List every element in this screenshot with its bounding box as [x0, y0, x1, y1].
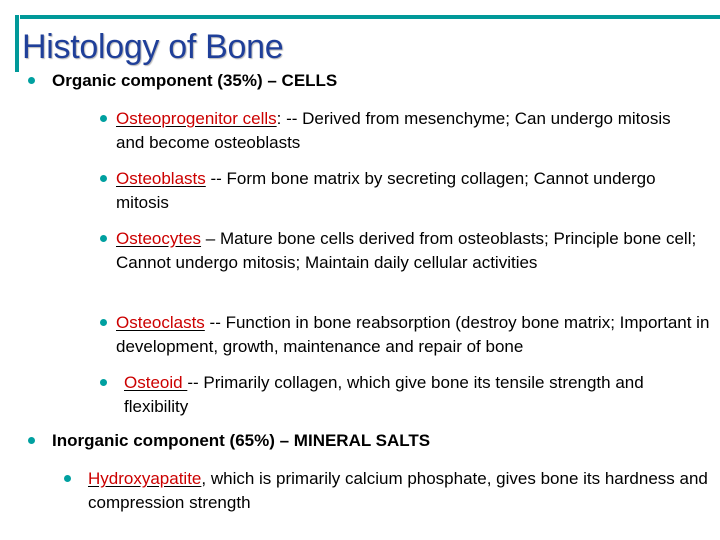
hydroxyapatite-item — [64, 467, 709, 515]
bullet-icon — [100, 235, 107, 242]
osteoid-sep: -- — [187, 373, 204, 392]
bullet-icon — [100, 175, 107, 182]
osteoprogenitor-desc: Derived from mesenchyme; Can undergo mitosis and become osteoblasts — [116, 109, 671, 152]
osteoblasts-desc: Form bone matrix by secreting collagen; Cannot undergo mitosis — [116, 169, 656, 212]
osteocytes-item — [100, 227, 712, 275]
title-top-rule — [20, 15, 720, 19]
osteocytes-sep: – — [201, 229, 220, 248]
hydroxyapatite-term: Hydroxyapatite — [88, 469, 202, 488]
osteoclasts-sep: -- — [204, 313, 226, 332]
organic-component-item — [28, 69, 708, 93]
slide-title: Histology of Bone — [22, 28, 284, 66]
bullet-icon — [100, 379, 107, 386]
inorganic-component-text: Inorganic component (65%) – MINERAL SALTS — [52, 431, 431, 450]
bullet-icon — [28, 437, 35, 444]
osteoblasts-item — [100, 167, 690, 215]
inorganic-component-item — [28, 429, 708, 453]
osteoclasts-term: Osteoclasts — [116, 313, 205, 332]
bullet-icon — [100, 319, 107, 326]
osteoid-term: Osteoid — [124, 373, 188, 392]
osteoid-desc: Primarily collagen, which give bone its tensile strength and flexibility — [124, 373, 644, 416]
osteocytes-desc: Mature bone cells derived from osteoblasts; Principle bone cell; Cannot undergo mitosis; Maintain daily cellular activities — [116, 229, 697, 272]
osteocytes-term: Osteocytes — [116, 229, 202, 248]
osteoid-item — [100, 371, 710, 419]
osteoblasts-sep: -- — [205, 169, 227, 188]
bullet-icon — [64, 475, 71, 482]
osteoclasts-desc: Function in bone reabsorption (destroy bone matrix; Important in development, growth, maintenance and repair of bone — [116, 313, 710, 356]
hydroxyapatite-sep: , — [201, 469, 211, 488]
osteoprogenitor-term: Osteoprogenitor cells — [116, 109, 277, 128]
osteoprogenitor-item — [100, 107, 690, 155]
organic-component-text: Organic component (35%) – CELLS — [52, 71, 338, 90]
bullet-icon — [100, 115, 107, 122]
osteoprogenitor-sep: : -- — [276, 109, 303, 128]
title-left-rule — [15, 15, 19, 72]
bullet-icon — [28, 77, 35, 84]
osteoblasts-term: Osteoblasts — [116, 169, 206, 188]
osteoclasts-item — [100, 311, 715, 359]
hydroxyapatite-desc: which is primarily calcium phosphate, gives bone its hardness and compression strength — [88, 469, 708, 512]
